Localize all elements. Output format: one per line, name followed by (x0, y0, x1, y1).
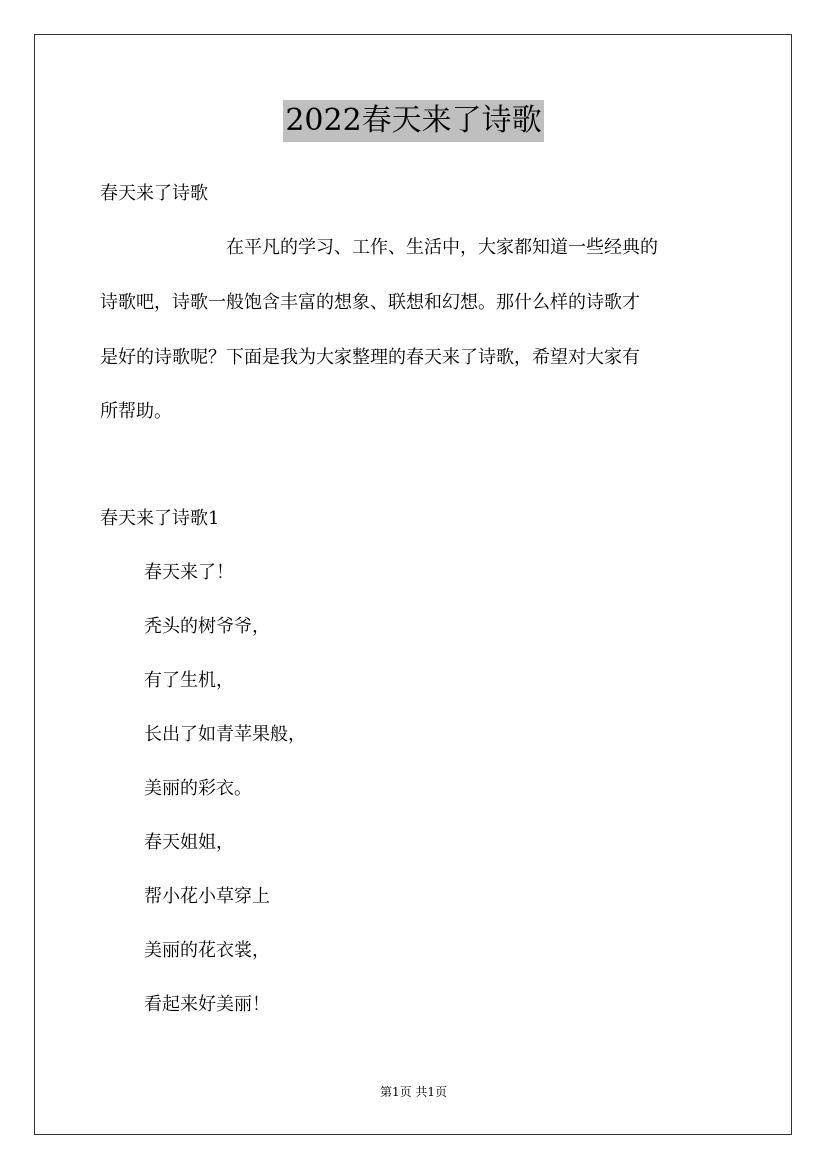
document-title: 2022春天来了诗歌 (283, 100, 543, 142)
poem-line: 看起来好美丽！ (144, 994, 270, 1015)
intro-line: 所帮助。 (100, 401, 172, 422)
page-number-footer: 第1页 共1页 (379, 1085, 448, 1099)
section-heading: 春天来了诗歌1 (100, 508, 220, 529)
poem-line: 美丽的彩衣。 (144, 778, 252, 799)
poem-line: 春天来了！ (144, 562, 234, 583)
title-wrap (0, 100, 827, 142)
poem-line: 美丽的花衣裳， (144, 940, 270, 961)
document-subtitle: 春天来了诗歌 (100, 183, 208, 204)
poem-line: 春天姐姐， (144, 832, 234, 853)
poem-line: 长出了如青苹果般， (144, 724, 306, 745)
poem-line: 秃头的树爷爷， (144, 616, 270, 637)
intro-line: 诗歌吧，诗歌一般饱含丰富的想象、联想和幻想。那什么样的诗歌才 (100, 292, 640, 313)
intro-paragraph (100, 238, 725, 428)
intro-line: 在平凡的学习、工作、生活中，大家都知道一些经典的 (226, 237, 658, 258)
intro-line: 是好的诗歌呢？下面是我为大家整理的春天来了诗歌，希望对大家有 (100, 347, 640, 368)
poem-line: 帮小花小草穿上 (144, 886, 270, 907)
poem-line: 有了生机， (144, 670, 234, 691)
